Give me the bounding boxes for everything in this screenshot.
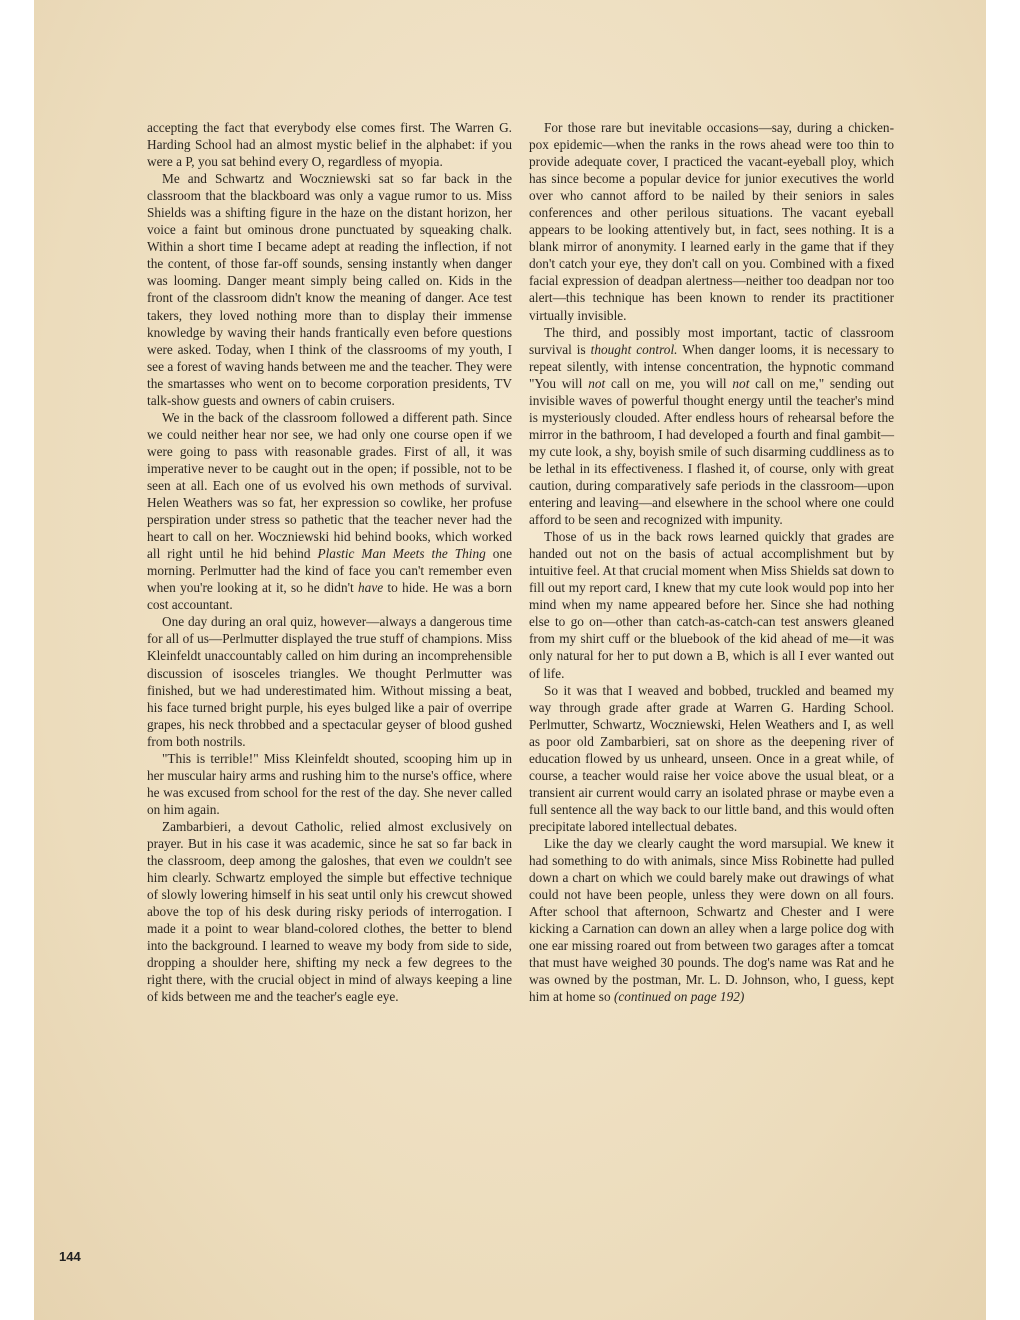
paragraph: For those rare but inevitable occasions—say, during a chicken-pox epidemic—when the ranks in the rows ahead were too thin to provide adequate cover, I practiced the vacant-eyeball ploy, which has since become a popular device for junior executives the world over who cannot afford to be nailed by their seniors in sales conferences and other perilous situations. The vacant eyeball appears to be looking attentively but, in fact, sees nothing. It is a blank mirror of anonymity. I learned early in the game that if they don't catch your eye, they don't call on you. Combined with a fixed facial expression of deadpan alertness—neither too deadpan nor too alert—this technique has been known to render its practitioner virtually invisible. bbox=[529, 120, 894, 323]
paragraph: We in the back of the classroom followed a different path. Since we could neither hear nor see, we had only one course open if we were going to pass with reasonable grades. First of all, it was imperative never to be caught out in the open; if possible, not to be seen at all. Each one of us evolved his own methods of survival. Helen Weathers was so fat, her expression so cowlike, her profuse perspiration under stress so pathetic that the teacher never had the heart to call on her. Woczniewski hid behind books, which worked all right until he hid behind Plastic Man Meets the Thing one morning. Perlmutter had the kind of face you can't remember even when you're looking at it, so he didn't have to hide. He was a born cost accountant. bbox=[147, 409, 513, 613]
paragraph: One day during an oral quiz, however—always a dangerous time for all of us—Perlmutter displayed the true stuff of champions. Miss Kleinfeldt unaccountably called on him during an incomprehensible discussion of isosceles triangles. We thought Perlmutter was finished, but we had underestimated him. Without missing a beat, his face turned bright purple, his eyes bulged like a pair of overripe grapes, his neck throbbed and a spectacular geyser of blood gushed from both nostrils. bbox=[147, 614, 512, 749]
magazine-page bbox=[34, 0, 986, 1320]
italic-emphasis: thought control. bbox=[590, 341, 678, 357]
paragraph: Zambarbieri, a devout Catholic, relied almost exclusively on prayer. But in his case it was academic, since he sat so far back in the classroom, deep among the galoshes, that even we couldn't see him clearly. Schwartz employed the simple but effective technique of slowly lowering himself in his seat until only his crewcut showed above the top of his desk during risky periods of interrogation. I made it a point to wear bland-colored clothes, the better to blend into the background. I learned to weave my body from side to side, dropping a shoulder here, shifting my neck a few degrees to the right there, with the crucial object in mind of always keeping a line of kids between me and the teacher's eagle eye. bbox=[147, 818, 512, 1005]
page-number: 144 bbox=[59, 1249, 81, 1264]
italic-emphasis: not bbox=[588, 375, 606, 391]
paragraph: Like the day we clearly caught the word marsupial. We knew it had something to do with animals, since Miss Robinette had pulled down a chart on which we could barely make out drawings of what could not have been people, unless they were down on all fours. After school that afternoon, Schwartz and Chester and I were kicking a Carnation can down an alley when a large police dog with one ear missing roared out from between two garages after a tomcat that must have weighed 30 pounds. The dog's name was Rat and he was owned by the postman, Mr. L. D. Johnson, who, I guess, kept him at home so (continued on page 192) bbox=[529, 835, 894, 1005]
paragraph: "This is terrible!" Miss Kleinfeldt shouted, scooping him up in her muscular hairy arms and rushing him to the nurse's office, where he was excused from school for the rest of the day. She never called on him again. bbox=[147, 750, 512, 817]
paragraph: Those of us in the back rows learned quickly that grades are handed out not on the basis of actual accomplishment but by intuitive feel. At that crucial moment when Miss Shields sat down to fill out my report card, I knew that my cute look would pop into her mind when my name appeared before her. Since she had nothing else to go on—other than catch-as-catch-can test answers gleaned from my shirt cuff or the bluebook of the kid ahead of me—it was only natural for her to put down a B, which is all I ever wanted out of life. bbox=[529, 529, 894, 681]
italic-emphasis: we bbox=[428, 853, 444, 869]
continued-on-notice: (continued on page 192) bbox=[613, 989, 745, 1005]
paragraph: Me and Schwartz and Woczniewski sat so far back in the classroom that the blackboard was only a vague rumor to us. Miss Shields was a shifting figure in the haze on the distant horizon, her voice a faint but ominous drone punctuated by squeaking chalk. Within a short time I became adept at reading the inflection, if not the content, of those far-off sounds, sensing instantly when danger was looming. Danger meant simply being called on. Kids in the front of the classroom didn't know the meaning of danger. Ace test takers, they loved nothing more than to display their immense knowledge by waving their hands frantically even before questions were asked. Today, when I think of the classrooms of my youth, I see a forest of waving hands between me and the teacher. They were the smartasses who went on to become corporation presidents, TV talk-show guests and owners of cabin cruisers. bbox=[147, 171, 512, 408]
right-column bbox=[529, 119, 894, 1005]
paragraph: The third, and possibly most important, tactic of classroom survival is thought control. When danger looms, it is necessary to repeat silently, with intense concentration, the hypnotic command "You will not call on me, you will not call on me," sending out invisible waves of powerful thought energy until the teacher's mind is mysteriously clouded. After endless hours of rehearsal before the mirror in the bathroom, I had developed a fourth and final gambit—my cute look, a shy, boyish smile of such disarming cuddliness as to be lethal in its effectiveness. I flashed it, of course, only with great caution, during comparatively safe periods in the classroom—upon entering and leaving—and elsewhere in the school where one could afford to be seen and recognized with impunity. bbox=[529, 324, 895, 528]
left-column bbox=[147, 119, 512, 1005]
italic-title: Plastic Man Meets the Thing bbox=[317, 546, 486, 562]
italic-emphasis: have bbox=[358, 580, 384, 596]
italic-emphasis: not bbox=[732, 375, 750, 391]
paragraph: accepting the fact that everybody else comes first. The Warren G. Harding School had an almost mystic belief in the alphabet: if you were a P, you sat behind every O, regardless of myopia. bbox=[147, 120, 512, 170]
paragraph: So it was that I weaved and bobbed, truckled and beamed my way through grade after grade at Warren G. Harding School. Perlmutter, Schwartz, Woczniewski, Helen Weathers and I, as well as poor old Zambarbieri, sat on shore as the deepening river of education flowed by us unheard, unseen. Once in a great while, of course, a teacher would raise her voice above the usual bleat, or a transient air current would carry an isolated phrase or maybe even a full sentence all the way back to our little band, and this would often precipitate labored intellectual debates. bbox=[529, 682, 894, 834]
